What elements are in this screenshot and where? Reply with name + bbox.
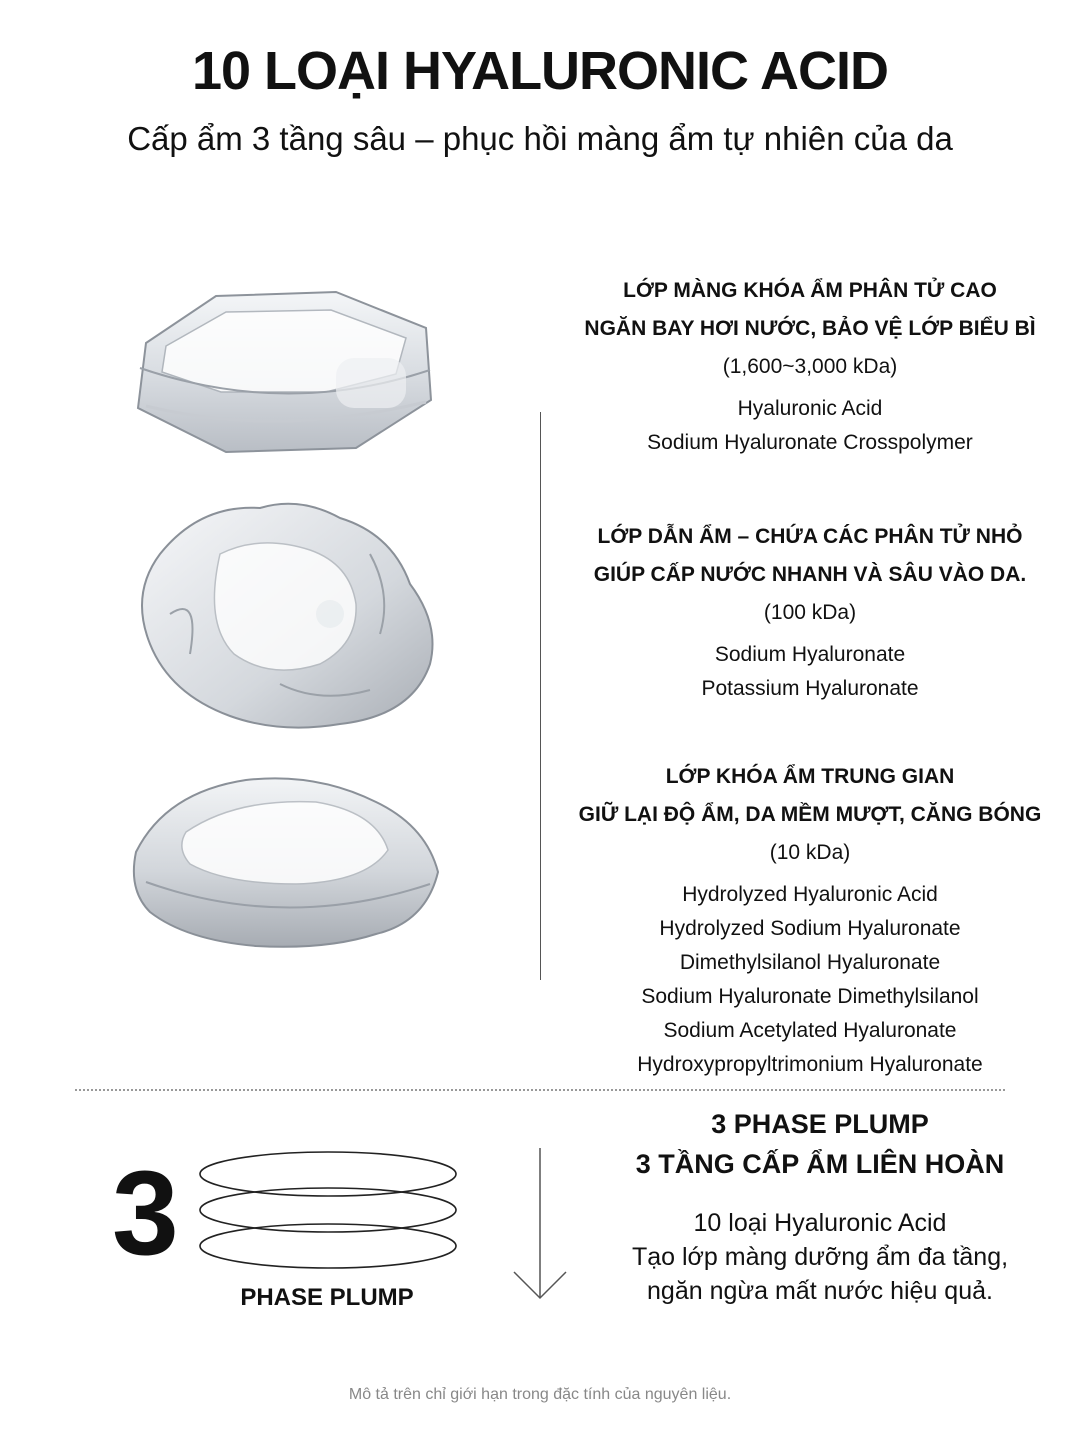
layer-2-heading-line-2: GIÚP CẤP NƯỚC NHANH VÀ SÂU VÀO DA. — [593, 563, 1027, 586]
ingredient-item: Potassium Hyaluronate — [701, 677, 919, 700]
ingredient-item: Sodium Acetylated Hyaluronate — [663, 1019, 957, 1042]
summary-body-line: ngăn ngừa mất nước hiệu quả. — [647, 1277, 993, 1305]
layer-3-heading-line-1: LỚP KHÓA ẨM TRUNG GIAN — [665, 765, 955, 788]
crystal-small-molecule-image — [126, 772, 444, 954]
stacked-rings-icon — [196, 1148, 460, 1272]
section-separator — [75, 1089, 1005, 1091]
layer-2-ingredient-list — [540, 638, 1080, 706]
layer-3-block — [540, 758, 1080, 1082]
layer-3-kda: (10 kDa) — [769, 841, 851, 864]
crystal-medium-molecule-image — [130, 494, 442, 736]
layer-1-ingredient-list — [540, 392, 1080, 460]
page-subtitle: Cấp ẩm 3 tầng sâu – phục hồi màng ẩm tự nhiên của da — [127, 120, 953, 157]
layer-1-block — [540, 272, 1080, 460]
layer-2-heading-line-1: LỚP DẪN ẨM – CHỨA CÁC PHÂN TỬ NHỎ — [597, 525, 1023, 548]
layer-1-kda: (1,600~3,000 kDa) — [722, 355, 898, 378]
summary-body-line: Tạo lớp màng dưỡng ẩm đa tầng, — [631, 1243, 1009, 1271]
ingredient-item: Sodium Hyaluronate Crosspolymer — [647, 431, 973, 454]
ingredient-item: Sodium Hyaluronate — [714, 643, 906, 666]
ingredient-item: Hydrolyzed Hyaluronic Acid — [682, 883, 938, 906]
crystal-large-molecule-image — [126, 288, 442, 458]
ingredient-item: Hydroxypropyltrimonium Hyaluronate — [637, 1053, 983, 1076]
disclaimer-footnote: Mô tả trên chỉ giới hạn trong đặc tính của nguyên liệu. — [348, 1386, 732, 1403]
summary-body — [560, 1206, 1080, 1308]
layer-2-kda: (100 kDa) — [763, 601, 857, 624]
ingredient-item: Hyaluronic Acid — [737, 397, 883, 420]
layer-3-heading-line-2: GIỮ LẠI ĐỘ ẨM, DA MỀM MƯỢT, CĂNG BÓNG — [578, 803, 1042, 826]
phase-caption: PHASE PLUMP — [240, 1284, 414, 1311]
ingredient-item: Dimethylsilanol Hyaluronate — [679, 951, 941, 974]
summary-title-line-2: 3 TẦNG CẤP ẨM LIÊN HOÀN — [635, 1149, 1005, 1179]
summary-block — [560, 1104, 1080, 1308]
layer-1-heading-line-1: LỚP MÀNG KHÓA ẨM PHÂN TỬ CAO — [623, 279, 997, 302]
layer-2-block — [540, 518, 1080, 706]
ingredient-item: Hydrolyzed Sodium Hyaluronate — [659, 917, 961, 940]
layer-3-ingredient-list — [540, 878, 1080, 1082]
ingredient-item: Sodium Hyaluronate Dimethylsilanol — [641, 985, 979, 1008]
layer-1-heading-line-2: NGĂN BAY HƠI NƯỚC, BẢO VỆ LỚP BIỂU BÌ — [584, 317, 1036, 340]
summary-body-line: 10 loại Hyaluronic Acid — [693, 1209, 947, 1237]
summary-title-line-1: 3 PHASE PLUMP — [711, 1109, 929, 1139]
phase-number: 3 — [112, 1146, 179, 1280]
page-title: 10 LOẠI HYALURONIC ACID — [191, 41, 889, 101]
